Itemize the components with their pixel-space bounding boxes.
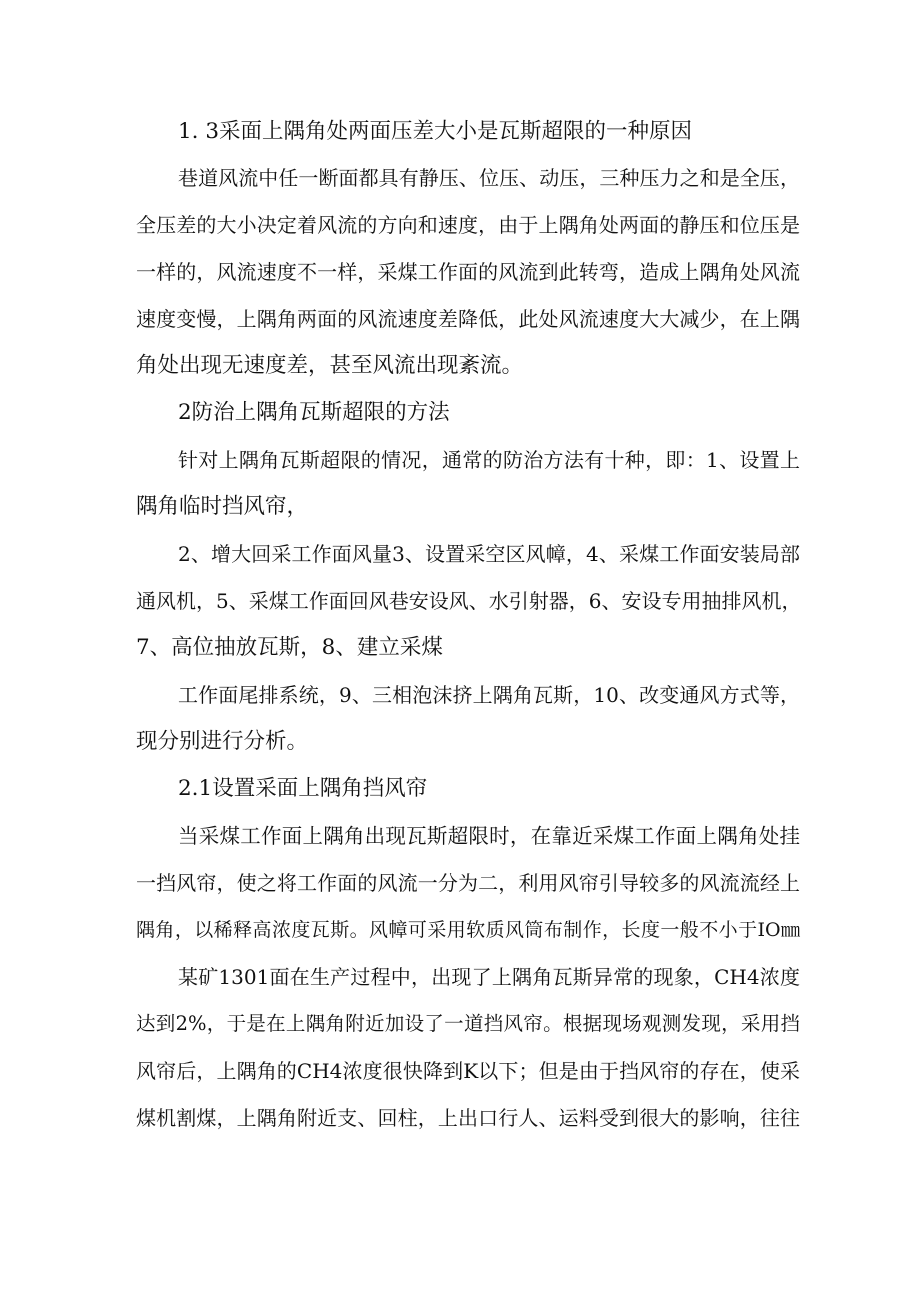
paragraph-line: 一样的，风流速度不一样，采煤工作面的风流到此转弯，造成上隅角处风流	[136, 260, 800, 284]
paragraph-line: 一挡风帘，使之将工作面的风流一分为二，利用风帘引导较多的风流流经上	[136, 871, 800, 895]
paragraph-line: 风帘后，上隅角的CH4浓度很快降到K以下；但是由于挡风帘的存在，使采	[136, 1059, 800, 1083]
paragraph-line: 隅角，以稀释高浓度瓦斯。风幛可采用软质风筒布制作，长度一般不小于IO㎜	[136, 919, 800, 941]
paragraph-line: 煤机割煤，上隅角附近支、回柱，上出口行人、运料受到很大的影响，往往	[136, 1106, 800, 1130]
paragraph-line: 全压差的大小决定着风流的方向和速度，由于上隅角处两面的静压和位压是	[136, 213, 800, 237]
paragraph-line: 针对上隅角瓦斯超限的情况，通常的防治方法有十种，即：1、设置上	[178, 448, 800, 472]
paragraph-line: 隅角临时挡风帘，	[136, 494, 309, 519]
paragraph-line: 7、高位抽放瓦斯，8、建立采煤	[136, 635, 443, 660]
section-heading-2: 2防治上隅角瓦斯超限的方法	[178, 400, 450, 425]
paragraph-line: 现分别进行分析。	[136, 729, 309, 754]
paragraph-line: 工作面尾排系统，9、三相泡沫挤上隅角瓦斯，10、改变通风方式等，	[178, 683, 800, 707]
paragraph-line: 当采煤工作面上隅角出现瓦斯超限时，在靠近采煤工作面上隅角处挂	[178, 824, 800, 848]
paragraph-line: 速度变慢，上隅角两面的风流速度差降低，此处风流速度大大减少，在上隅	[136, 307, 800, 331]
paragraph-line: 某矿1301面在生产过程中，出现了上隅角瓦斯异常的现象，CH4浓度	[178, 965, 800, 989]
paragraph-line: 通风机，5、采煤工作面回风巷安设风、水引射器，6、安设专用抽排风机，	[136, 589, 802, 613]
paragraph-line: 2、增大回采工作面风量3、设置采空区风幛，4、采煤工作面安装局部	[178, 542, 800, 566]
paragraph-line: 角处出现无速度差，甚至风流出现紊流。	[136, 353, 524, 378]
section-heading-2-1: 2.1设置采面上隅角挡风帘	[178, 776, 428, 801]
paragraph-line: 巷道风流中任一断面都具有静压、位压、动压，三种压力之和是全压，	[178, 166, 800, 190]
section-heading-1-3: 1. 3采面上隅角处两面压差大小是瓦斯超限的一种原因	[178, 119, 693, 144]
paragraph-line: 达到2%，于是在上隅角附近加设了一道挡风帘。根据现场观测发现，采用挡	[136, 1012, 800, 1035]
